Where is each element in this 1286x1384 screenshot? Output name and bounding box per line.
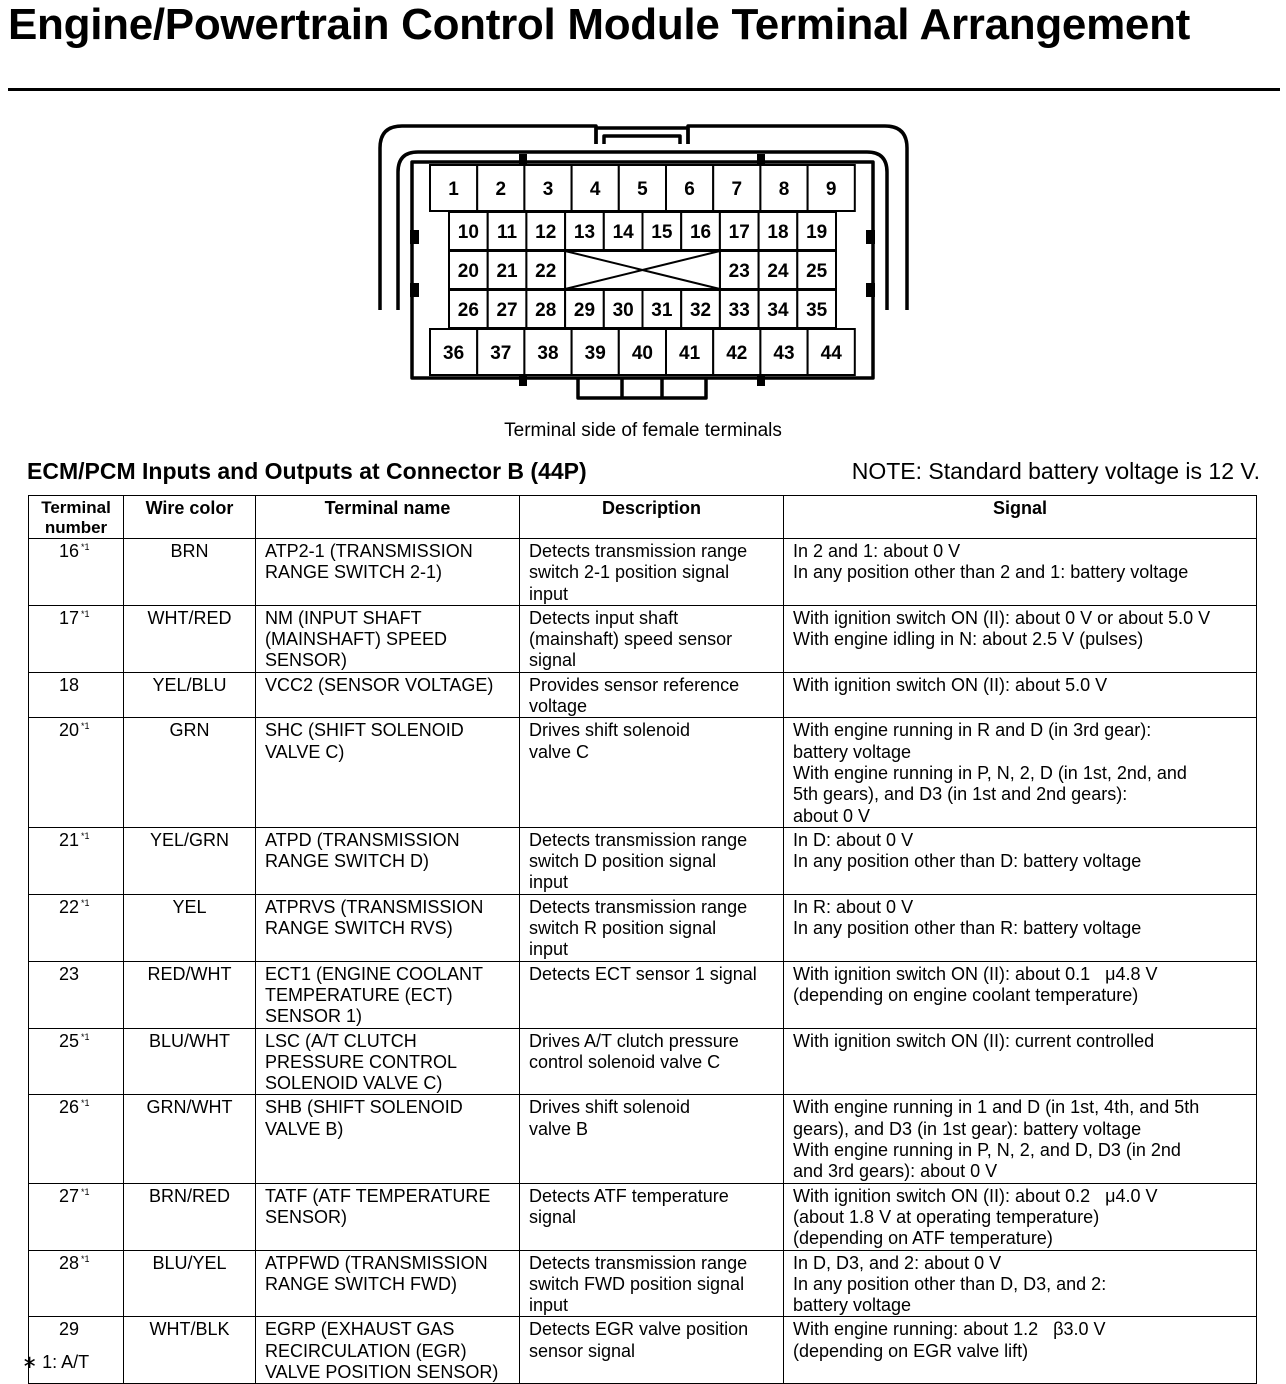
cell-line: TATF (ATF TEMPERATURE (265, 1185, 491, 1206)
cell-line: With ignition switch ON (II): current controlled (793, 1030, 1155, 1051)
cell-line: SENSOR) (265, 650, 348, 671)
terminal-name-cell (256, 1250, 520, 1317)
description-cell (520, 827, 784, 894)
cell-line: With ignition switch ON (II): about 0.1 μ4.8 V (793, 963, 1158, 984)
cell-line: SHC (SHIFT SOLENOID (265, 720, 464, 741)
side-clip (866, 283, 875, 297)
cell-line: valve B (529, 1118, 589, 1139)
cell-line: SOLENOID VALVE C) (265, 1073, 443, 1094)
terminal-pin-label: 40 (631, 343, 653, 364)
terminal-pin-label: 5 (637, 179, 648, 200)
wire-color-cell: YEL (124, 894, 256, 961)
terminal-pin-label: 13 (573, 222, 596, 243)
terminal-name-cell (256, 605, 520, 672)
cell-line: Provides sensor reference (529, 674, 740, 695)
cell-line: valve C (529, 741, 590, 762)
terminal-pin-label: 25 (806, 261, 828, 282)
terminal-pin-label: 38 (537, 343, 559, 364)
header-description: Description (520, 496, 784, 539)
footnote-marker: *1 (81, 542, 90, 552)
cell-line: PRESSURE CONTROL (265, 1051, 458, 1072)
terminal-pin-label: 4 (589, 179, 601, 200)
table-row (29, 1095, 1257, 1183)
footnote-marker: *1 (81, 897, 90, 908)
cell-line: SENSOR) (265, 1206, 348, 1227)
side-clip (410, 230, 419, 244)
cell-line: about 0 V (793, 805, 871, 826)
cell-line: gears), and D3 (in 1st gear): battery voltage (793, 1118, 1142, 1139)
footnote-marker: *1 (81, 1098, 90, 1109)
signal-cell (784, 894, 1257, 961)
terminal-number: 25 (59, 1030, 80, 1051)
wire-color-cell: BLU/YEL (124, 1250, 256, 1317)
terminal-number: 23 (59, 963, 80, 984)
cell-line: In any position other than D: battery voltage (793, 851, 1142, 872)
wire-color-cell: WHT/RED (124, 605, 256, 672)
connector-lock-tab (596, 128, 688, 144)
header-signal: Signal (784, 496, 1257, 539)
table-row (29, 539, 1257, 606)
section-title: ECM/PCM Inputs and Outputs at Connector B (44P) (27, 458, 587, 484)
footnote-marker: *1 (81, 721, 90, 732)
terminal-number: 17 (59, 607, 80, 628)
terminal-pin-label: 23 (728, 261, 750, 282)
cell-line: SHB (SHIFT SOLENOID (265, 1097, 463, 1118)
body-notch (757, 154, 765, 164)
terminal-name-cell (256, 1183, 520, 1250)
description-cell (520, 1250, 784, 1317)
terminal-pin-label: 16 (689, 222, 712, 243)
cell-line: Drives A/T clutch pressure (529, 1030, 739, 1051)
terminal-pin-label: 11 (497, 222, 518, 243)
terminal-pin-label: 15 (651, 222, 673, 243)
cell-line: With engine running: about 1.2 β3.0 V (793, 1319, 1106, 1340)
terminal-number-cell (29, 672, 124, 718)
terminal-pin-label: 41 (679, 343, 701, 364)
terminal-number: 21 (59, 829, 80, 850)
side-clip (410, 283, 419, 297)
terminal-pin-label: 9 (825, 179, 837, 200)
cell-line: Detects input shaft (529, 607, 679, 628)
cell-line: Detects transmission range (529, 541, 748, 561)
cell-line: In 2 and 1: about 0 V (793, 541, 961, 561)
signal-cell (784, 1250, 1257, 1317)
cell-line: LSC (A/T CLUTCH (265, 1030, 417, 1051)
terminal-pin-label: 24 (767, 261, 789, 282)
terminal-pin-label: 19 (806, 222, 828, 243)
cell-line: switch FWD position signal (529, 1273, 745, 1294)
table-row (29, 827, 1257, 894)
cell-line: ECT1 (ENGINE COOLANT (265, 963, 484, 984)
cell-line: RANGE SWITCH RVS) (265, 918, 453, 939)
terminal-name-cell (256, 1028, 520, 1095)
terminal-pin-label: 12 (535, 222, 557, 243)
cell-line: signal (529, 1206, 577, 1227)
cell-line: VALVE C) (265, 741, 345, 762)
terminal-pin-label: 6 (684, 179, 695, 200)
terminal-name-cell (256, 672, 520, 718)
cell-line: Detects transmission range (529, 896, 748, 917)
terminal-name-cell (256, 961, 520, 1028)
terminal-pin-label: 3 (542, 179, 554, 200)
terminal-pin-label: 39 (584, 343, 606, 364)
connector-bottom-key (578, 378, 706, 398)
terminal-number-cell (29, 605, 124, 672)
cell-line: (depending on ATF temperature) (793, 1228, 1053, 1249)
voltage-note: NOTE: Standard battery voltage is 12 V. (851, 458, 1260, 484)
description-cell (520, 1183, 784, 1250)
cell-line: 5th gears), and D3 (in 1st and 2nd gears): (793, 784, 1128, 805)
terminal-number-cell (29, 1095, 124, 1183)
terminal-name-cell (256, 827, 520, 894)
wire-color-cell: BRN (124, 539, 256, 606)
terminal-pin-label: 14 (612, 222, 634, 243)
cell-line: TEMPERATURE (ECT) (265, 984, 453, 1005)
description-cell (520, 1028, 784, 1095)
terminal-pin-label: 33 (728, 300, 750, 321)
cell-line: In D: about 0 V (793, 829, 914, 850)
cell-line: Detects ECT sensor 1 signal (529, 963, 757, 984)
cell-line: input (529, 939, 569, 960)
terminal-pin-label: 42 (726, 343, 748, 364)
table-row (29, 894, 1257, 961)
table-row (29, 1028, 1257, 1095)
terminal-number: 27 (59, 1185, 80, 1206)
cell-line: ATP2-1 (TRANSMISSION (265, 541, 473, 561)
terminal-pin-label: 26 (457, 300, 479, 321)
description-cell (520, 894, 784, 961)
side-clip (866, 230, 875, 244)
cell-line: NM (INPUT SHAFT (265, 607, 422, 628)
terminal-number-cell (29, 1028, 124, 1095)
connector-diagram (0, 0, 1286, 420)
terminal-table (28, 495, 1257, 1384)
description-cell (520, 718, 784, 827)
terminal-number-cell (29, 1317, 124, 1384)
cell-line: VALVE B) (265, 1118, 344, 1139)
terminal-name-cell (256, 1317, 520, 1384)
terminal-number: 20 (59, 720, 80, 741)
cell-line: RECIRCULATION (EGR) (265, 1340, 467, 1361)
signal-cell (784, 605, 1257, 672)
terminal-name-cell (256, 894, 520, 961)
wire-color-cell: BLU/WHT (124, 1028, 256, 1095)
terminal-number-cell (29, 718, 124, 827)
signal-cell (784, 1317, 1257, 1384)
page-title: Engine/Powertrain Control Module Terminal Arrangement (8, 0, 1191, 49)
cell-line: (depending on engine coolant temperature) (793, 984, 1139, 1005)
cell-line: input (529, 872, 569, 893)
cell-line: input (529, 1295, 569, 1316)
cell-line: In D, D3, and 2: about 0 V (793, 1252, 1002, 1273)
connector-caption: Terminal side of female terminals (504, 420, 782, 441)
cell-line: In any position other than R: battery voltage (793, 918, 1142, 939)
wire-color-cell: YEL/GRN (124, 827, 256, 894)
terminal-name-cell (256, 1095, 520, 1183)
cell-line: RANGE SWITCH 2-1) (265, 562, 443, 583)
wire-color-cell: YEL/BLU (124, 672, 256, 718)
terminal-pin-label: 21 (496, 261, 518, 282)
terminal-pin-label: 7 (731, 179, 743, 200)
footnote-marker: *1 (81, 1186, 90, 1197)
terminal-number: 22 (59, 896, 80, 917)
wire-color-cell: GRN (124, 718, 256, 827)
terminal-pin-label: 36 (443, 343, 465, 364)
terminal-number-cell (29, 894, 124, 961)
header-terminal-name: Terminal name (256, 496, 520, 539)
cell-line: Detects transmission range (529, 829, 748, 850)
terminal-pin-label: 28 (535, 300, 557, 321)
cell-line: RANGE SWITCH FWD) (265, 1273, 457, 1294)
terminal-pin-label: 27 (496, 300, 518, 321)
terminal-pin-label: 18 (767, 222, 789, 243)
terminal-number-cell (29, 827, 124, 894)
terminal-number-cell (29, 1183, 124, 1250)
terminal-name-cell (256, 539, 520, 606)
cell-line: Drives shift solenoid (529, 1097, 691, 1118)
terminal-pin-label: 34 (767, 300, 789, 321)
cell-line: With ignition switch ON (II): about 0 V or about 5.0 V (793, 607, 1211, 628)
table-header-row (29, 496, 1257, 539)
cell-line: With engine running in 1 and D (in 1st, 4th, and 5th (793, 1097, 1200, 1118)
cell-line: In any position other than D, D3, and 2: (793, 1273, 1107, 1294)
body-notch (757, 376, 765, 386)
terminal-number: 18 (59, 674, 80, 695)
header-terminal-number: Terminal number (29, 496, 124, 539)
terminal-pin-label: 1 (448, 179, 459, 200)
signal-cell (784, 1028, 1257, 1095)
description-cell (520, 672, 784, 718)
signal-cell (784, 718, 1257, 827)
terminal-number: 28 (59, 1252, 80, 1273)
terminal-number-cell (29, 1250, 124, 1317)
cell-line: VCC2 (SENSOR VOLTAGE) (265, 674, 494, 695)
footnote-marker: *1 (81, 1253, 90, 1264)
wire-color-cell: WHT/BLK (124, 1317, 256, 1384)
signal-cell (784, 672, 1257, 718)
cell-line: (mainshaft) speed sensor (529, 629, 733, 650)
table-row (29, 718, 1257, 827)
cell-line: switch R position signal (529, 918, 717, 939)
cell-line: (depending on EGR valve lift) (793, 1340, 1029, 1361)
terminal-pin-label: 10 (457, 222, 479, 243)
cell-line: (MAINSHAFT) SPEED (265, 629, 448, 650)
terminal-pin-label: 37 (490, 343, 512, 364)
cell-line: voltage (529, 696, 588, 717)
cell-line: With engine running in P, N, 2, and D, D3 (in 2nd (793, 1140, 1181, 1161)
terminal-pin-label: 31 (651, 300, 673, 321)
footnote-marker: *1 (81, 608, 90, 619)
cell-line: sensor signal (529, 1340, 636, 1361)
cell-line: With engine running in P, N, 2, D (in 1st, 2nd, and (793, 762, 1187, 783)
cell-line: Detects EGR valve position (529, 1319, 749, 1340)
table-row (29, 672, 1257, 718)
terminal-number: 29 (59, 1319, 80, 1340)
cell-line: and 3rd gears): about 0 V (793, 1161, 998, 1182)
cell-line: Drives shift solenoid (529, 720, 691, 741)
terminal-number: 26 (59, 1097, 80, 1118)
cell-line: battery voltage (793, 741, 912, 762)
cell-line: SENSOR 1) (265, 1006, 363, 1027)
terminal-pin-label: 17 (728, 222, 750, 243)
cell-line: VALVE POSITION SENSOR) (265, 1361, 499, 1382)
terminal-name-cell (256, 718, 520, 827)
terminal-number: 16 (59, 541, 80, 561)
signal-cell (784, 1183, 1257, 1250)
footnote-marker: *1 (81, 830, 90, 841)
body-notch (519, 154, 527, 164)
description-cell (520, 539, 784, 606)
description-cell (520, 1095, 784, 1183)
cell-line: control solenoid valve C (529, 1051, 721, 1072)
cell-line: ATPD (TRANSMISSION (265, 829, 460, 850)
signal-cell (784, 539, 1257, 606)
cell-line: With engine idling in N: about 2.5 V (pulses) (793, 629, 1144, 650)
terminal-pin-label: 2 (495, 179, 507, 200)
signal-cell (784, 1095, 1257, 1183)
table-row (29, 1250, 1257, 1317)
header-wire-color: Wire color (124, 496, 256, 539)
description-cell (520, 605, 784, 672)
wire-color-cell: GRN/WHT (124, 1095, 256, 1183)
cell-line: battery voltage (793, 1295, 912, 1316)
terminal-number-cell (29, 961, 124, 1028)
cell-line: (about 1.8 V at operating temperature) (793, 1206, 1100, 1227)
cell-line: Detects ATF temperature (529, 1185, 729, 1206)
cell-line: RANGE SWITCH D) (265, 851, 429, 872)
cell-line: In any position other than 2 and 1: battery voltage (793, 562, 1189, 583)
signal-cell (784, 961, 1257, 1028)
description-cell (520, 1317, 784, 1384)
wire-color-cell: BRN/RED (124, 1183, 256, 1250)
body-notch (519, 376, 527, 386)
footnote-marker: *1 (81, 1031, 90, 1042)
cell-line: In R: about 0 V (793, 896, 914, 917)
table-row (29, 605, 1257, 672)
cell-line: ATPFWD (TRANSMISSION (265, 1252, 488, 1273)
cell-line: signal (529, 650, 577, 671)
terminal-number-cell (29, 539, 124, 606)
cell-line: switch 2-1 position signal (529, 562, 730, 583)
wire-color-cell: RED/WHT (124, 961, 256, 1028)
cell-line: With ignition switch ON (II): about 0.2 μ4.0 V (793, 1185, 1158, 1206)
cell-line: switch D position signal (529, 851, 717, 872)
terminal-pin-label: 30 (612, 300, 634, 321)
signal-cell (784, 827, 1257, 894)
terminal-pin-label: 35 (806, 300, 828, 321)
table-row (29, 1183, 1257, 1250)
description-cell (520, 961, 784, 1028)
table-row (29, 961, 1257, 1028)
terminal-pin-label: 8 (778, 179, 790, 200)
terminal-pin-label: 32 (689, 300, 712, 321)
terminal-pin-label: 44 (820, 343, 842, 364)
cell-line: Detects transmission range (529, 1252, 748, 1273)
cell-line: With ignition switch ON (II): about 5.0 V (793, 674, 1108, 695)
table-row (29, 1317, 1257, 1384)
terminal-pin-label: 22 (535, 261, 557, 282)
cell-line: input (529, 583, 569, 604)
cell-line: ATPRVS (TRANSMISSION (265, 896, 484, 917)
cell-line: With engine running in R and D (in 3rd gear): (793, 720, 1152, 741)
terminal-pin-label: 29 (573, 300, 596, 321)
terminal-pin-label: 43 (773, 343, 795, 364)
footnote: ∗ 1: A/T (22, 1352, 90, 1372)
cell-line: EGRP (EXHAUST GAS (265, 1319, 455, 1340)
terminal-pin-label: 20 (457, 261, 479, 282)
